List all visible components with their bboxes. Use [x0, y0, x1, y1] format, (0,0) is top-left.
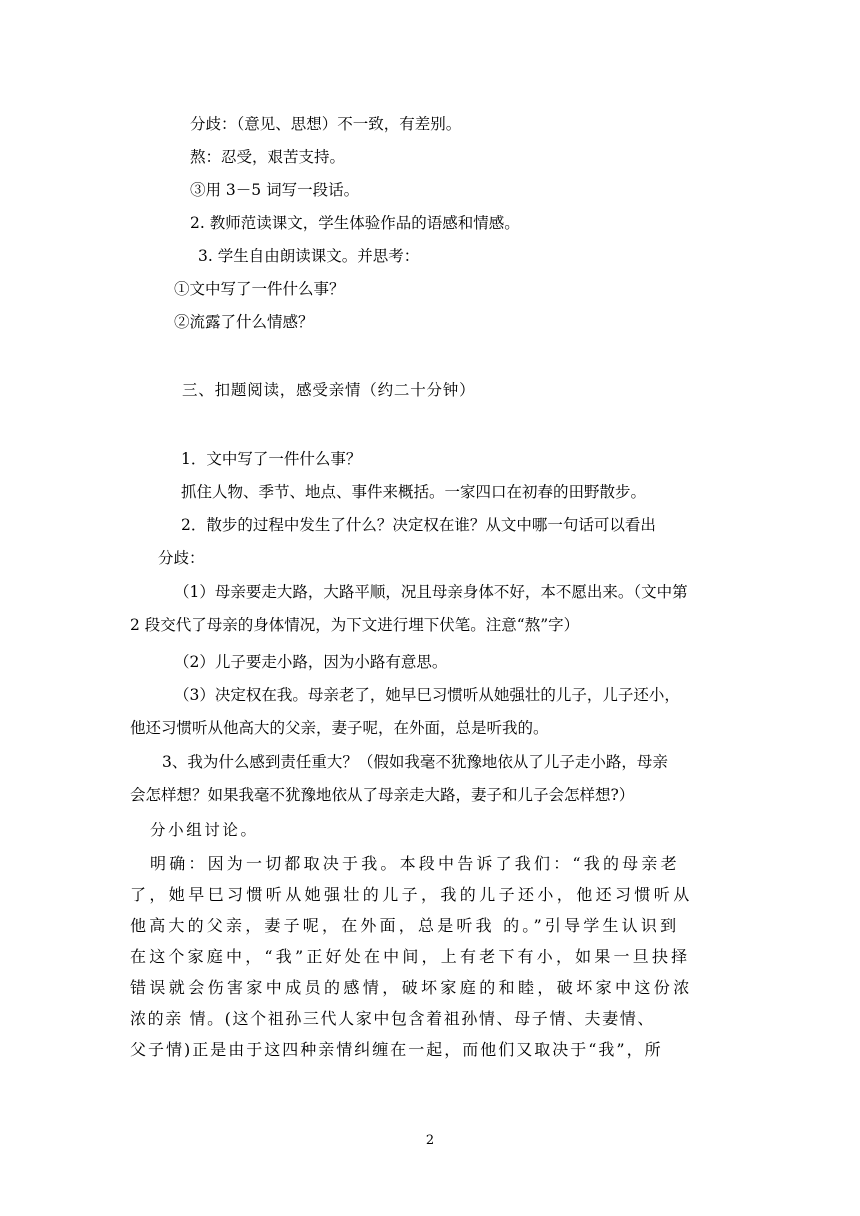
explanation-paragraph: [130, 848, 735, 1065]
paragraph-line: 他高大的父亲，妻子呢，在外面，总是听我 的。”引导学生认识到: [130, 916, 680, 935]
numbered-question-1: 1．文中写了一件什么事？: [181, 450, 362, 468]
numbered-question-2-cont: 分歧：: [158, 549, 205, 567]
answer-1: 抓住人物、季节、地点、事件来概括。一家四口在初春的田野散步。: [181, 483, 647, 501]
question-what-emotion: ②流露了什么情感？: [174, 313, 314, 331]
paragraph-line: 明确：因为一切都取决于我。本段中告诉了我们：“我的母亲老: [150, 854, 680, 873]
paragraph-line: 错误就会伤害家中成员的感情，破坏家庭的和睦，破坏家中这份浓: [130, 978, 693, 997]
section-heading: 三、扣题阅读，感受亲情（约二十分钟）: [182, 381, 476, 399]
point-3-cont: 他还习惯听从他高大的父亲，妻子呢，在外面，总是听我的。: [130, 719, 549, 737]
page-number: 2: [425, 1133, 435, 1148]
point-3: （3）决定权在我。母亲老了，她早巳习惯听从她强壮的儿子，儿子还小，: [174, 686, 680, 704]
step-teacher-reading: 2. 教师范读课文，学生体验作品的语感和情感。: [190, 214, 520, 232]
definition-ao: 熬：忍受，艰苦支持。: [190, 148, 346, 166]
step-student-reading: 3. 学生自由朗读课文。并思考：: [198, 247, 420, 265]
task-write-paragraph: ③用 3－5 词写一段话。: [190, 181, 360, 199]
point-1-cont: 2 段交代了母亲的身体情况，为下文进行埋下伏笔。注意“熬”字）: [130, 616, 580, 634]
paragraph-line: 父子情)正是由于这四种亲情纠缠在一起，而他们又取决于“我”，所: [130, 1040, 663, 1059]
paragraph-line: 在这个家庭中，“我”正好处在中间，上有老下有小，如果一旦抉择: [130, 947, 691, 966]
group-discussion: 分小组讨论。: [150, 821, 259, 839]
numbered-question-3-cont: 会怎样想？如果我毫不犹豫地依从了母亲走大路，妻子和儿子会怎样想?）: [130, 786, 635, 804]
paragraph-line: 了，她早巳习惯听从她强壮的儿子，我的儿子还小，他还习惯听从: [130, 885, 693, 904]
question-what-event: ①文中写了一件什么事？: [174, 280, 345, 298]
definition-fenqi: 分歧：（意见、思想）不一致，有差别。: [190, 115, 462, 133]
paragraph-line: 浓的亲 情。(这个祖孙三代人家中包含着祖孙情、母子情、夫妻情、: [130, 1009, 655, 1028]
point-1: （1）母亲要走大路，大路平顺，况且母亲身体不好，本不愿出来。（文中第: [174, 583, 688, 601]
numbered-question-3: 3、我为什么感到责任重大？（假如我毫不犹豫地依从了儿子走小路，母亲: [162, 753, 668, 771]
numbered-question-2: 2．散步的过程中发生了什么？决定权在谁？从文中哪一句话可以看出: [181, 516, 656, 534]
point-2: （2）儿子要走小路，因为小路有意思。: [174, 653, 448, 671]
